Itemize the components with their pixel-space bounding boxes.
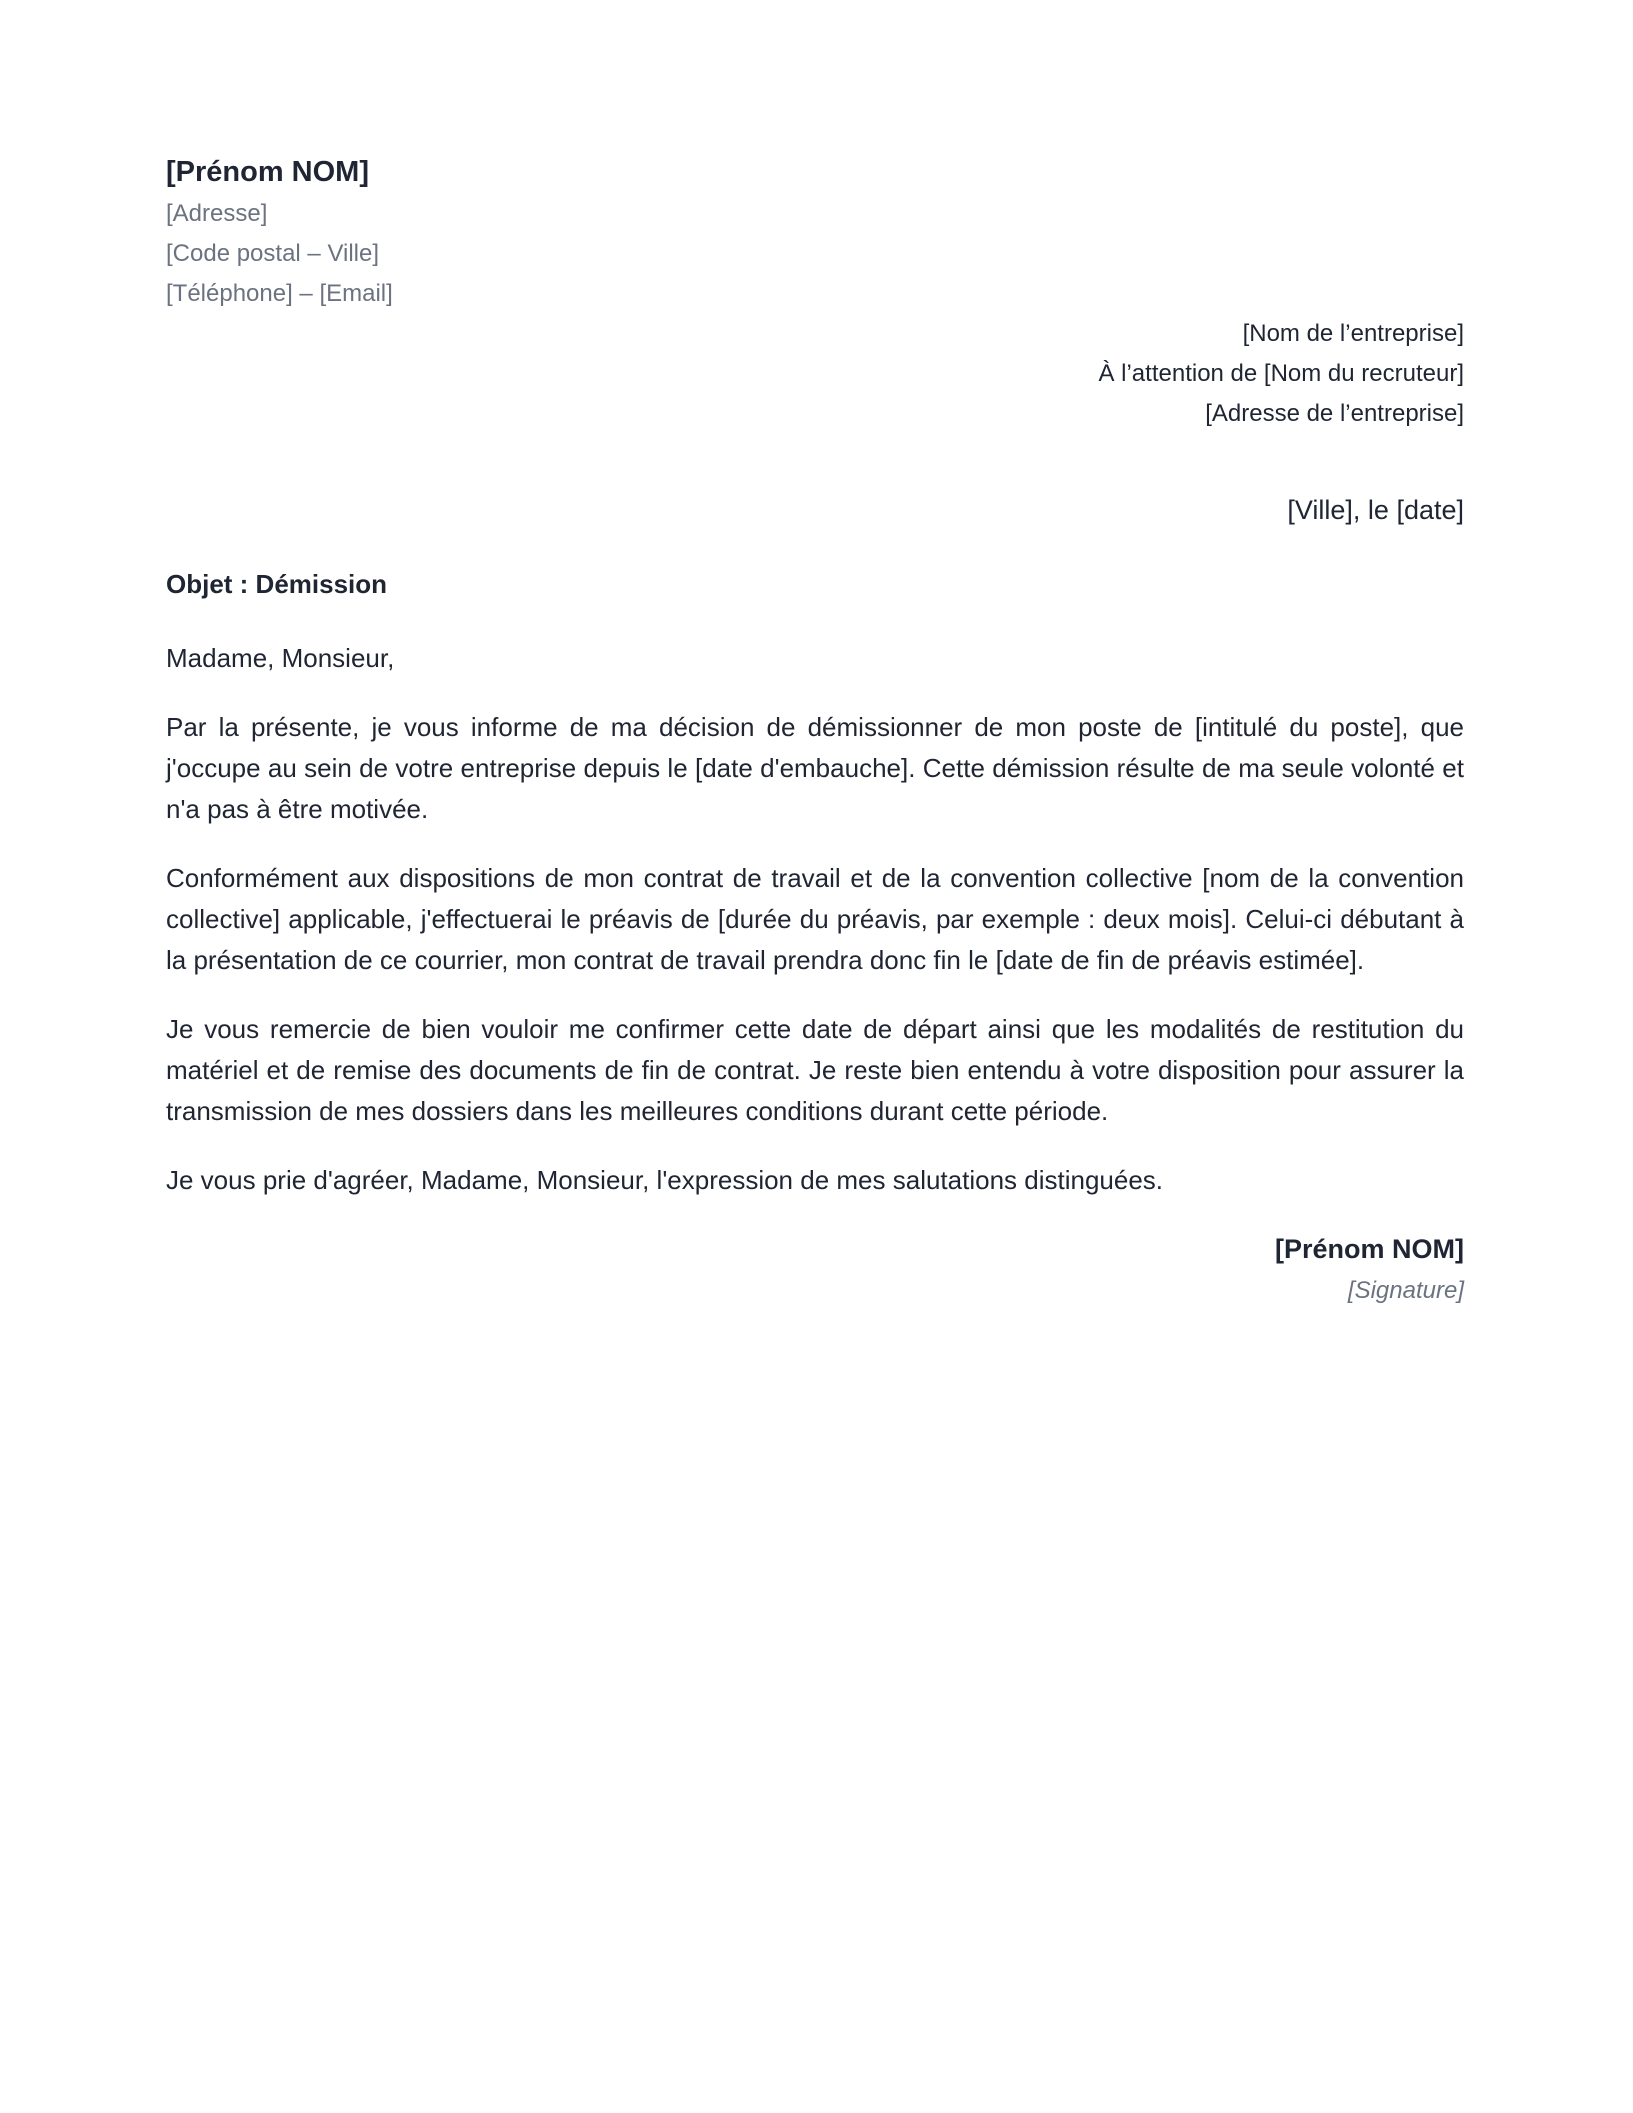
letter-subject: Objet : Démission	[166, 569, 388, 599]
body-paragraph-3: Je vous remercie de bien vouloir me confirmer cette date de départ ainsi que les modalités de restitution du matériel et de remise des documents de fin de contrat. Je reste bien entendu à votre disposition pour assurer la transmission de mes dossiers dans les meilleures conditions durant cette période.	[166, 1014, 1464, 1126]
sender-name: [Prénom NOM]	[166, 156, 369, 188]
letter-content	[166, 150, 1464, 1311]
recipient-address: [Adresse de l’entreprise]	[1205, 400, 1464, 427]
salutation: Madame, Monsieur,	[166, 643, 395, 673]
signature-block	[166, 1227, 1464, 1311]
signature-name: [Prénom NOM]	[1275, 1234, 1464, 1264]
signature-placeholder: [Signature]	[1347, 1277, 1464, 1304]
sender-contact: [Téléphone] – [Email]	[166, 280, 393, 307]
recipient-attention: À l’attention de [Nom du recruteur]	[1098, 360, 1464, 387]
recipient-company: [Nom de l’entreprise]	[1242, 320, 1464, 347]
body-paragraph-2: Conformément aux dispositions de mon contrat de travail et de la convention collective [nom de la convention collective] applicable, j'effectuerai le préavis de [durée du préavis, par exemple : deux mois]. Celui-ci débutant à la présentation de ce courrier, mon contrat de travail prendra donc fin le [date de fin de préavis estimée].	[166, 863, 1464, 975]
recipient-block	[166, 314, 1464, 434]
date-line: [Ville], le [date]	[1287, 495, 1464, 525]
sender-block	[166, 150, 1464, 314]
body-paragraph-1: Par la présente, je vous informe de ma décision de démissionner de mon poste de [intitulé du poste], que j'occupe au sein de votre entreprise depuis le [date d'embauche]. Cette démission résulte de ma seule volonté et n'a pas à être motivée.	[166, 712, 1464, 824]
sender-address: [Adresse]	[166, 200, 268, 227]
sender-postal-city: [Code postal – Ville]	[166, 240, 380, 267]
closing-formula: Je vous prie d'agréer, Madame, Monsieur, l'expression de mes salutations distinguées.	[166, 1165, 1164, 1195]
